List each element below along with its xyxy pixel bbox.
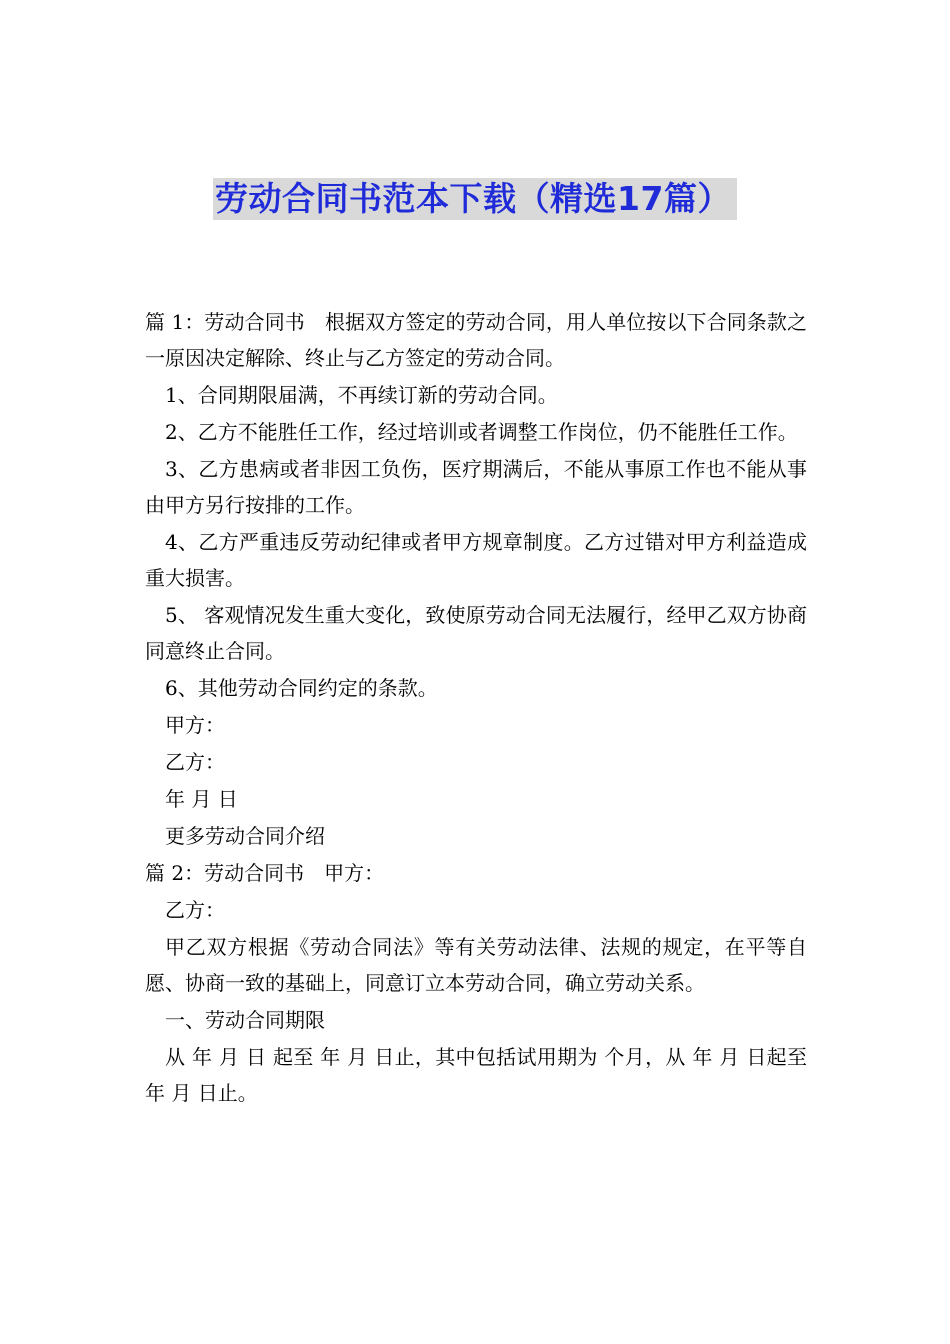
document-title: 劳动合同书范本下载（精选17篇） [213,178,737,220]
paragraph: 年 月 日 [165,787,238,811]
paragraph: 甲乙双方根据《劳动合同法》等有关劳动法律、法规的规定，在平等自愿、协商一致的基础上，同意订立本劳动合同，确立劳动关系。 [145,935,807,995]
paragraph: 更多劳动合同介绍 [165,824,325,848]
paragraph: 甲方： [165,713,225,737]
paragraph: 2、乙方不能胜任工作，经过培训或者调整工作岗位，仍不能胜任工作。 [165,420,798,444]
paragraph: 4、乙方严重违反劳动纪律或者甲方规章制度。乙方过错对甲方利益造成重大损害。 [145,530,807,590]
paragraph: 篇 1：劳动合同书 根据双方签定的劳动合同，用人单位按以下合同条款之一原因决定解除、终止与乙方签定的劳动合同。 [145,310,807,370]
document-body [145,304,807,1112]
paragraph: 一、劳动合同期限 [165,1008,325,1032]
paragraph: 5、 客观情况发生重大变化，致使原劳动合同无法履行，经甲乙双方协商同意终止合同。 [145,603,807,663]
paragraph: 乙方： [165,898,225,922]
paragraph: 篇 2：劳动合同书 甲方： [145,861,385,885]
paragraph: 从 年 月 日 起至 年 月 日止，其中包括试用期为 个月，从 年 月 日起至 年 月 日止。 [145,1045,807,1105]
title-container [0,178,950,220]
paragraph: 3、乙方患病或者非因工负伤，医疗期满后，不能从事原工作也不能从事由甲方另行按排的工作。 [145,457,807,517]
paragraph: 6、其他劳动合同约定的条款。 [165,676,438,700]
paragraph: 1、合同期限届满，不再续订新的劳动合同。 [165,383,558,407]
paragraph: 乙方： [165,750,225,774]
